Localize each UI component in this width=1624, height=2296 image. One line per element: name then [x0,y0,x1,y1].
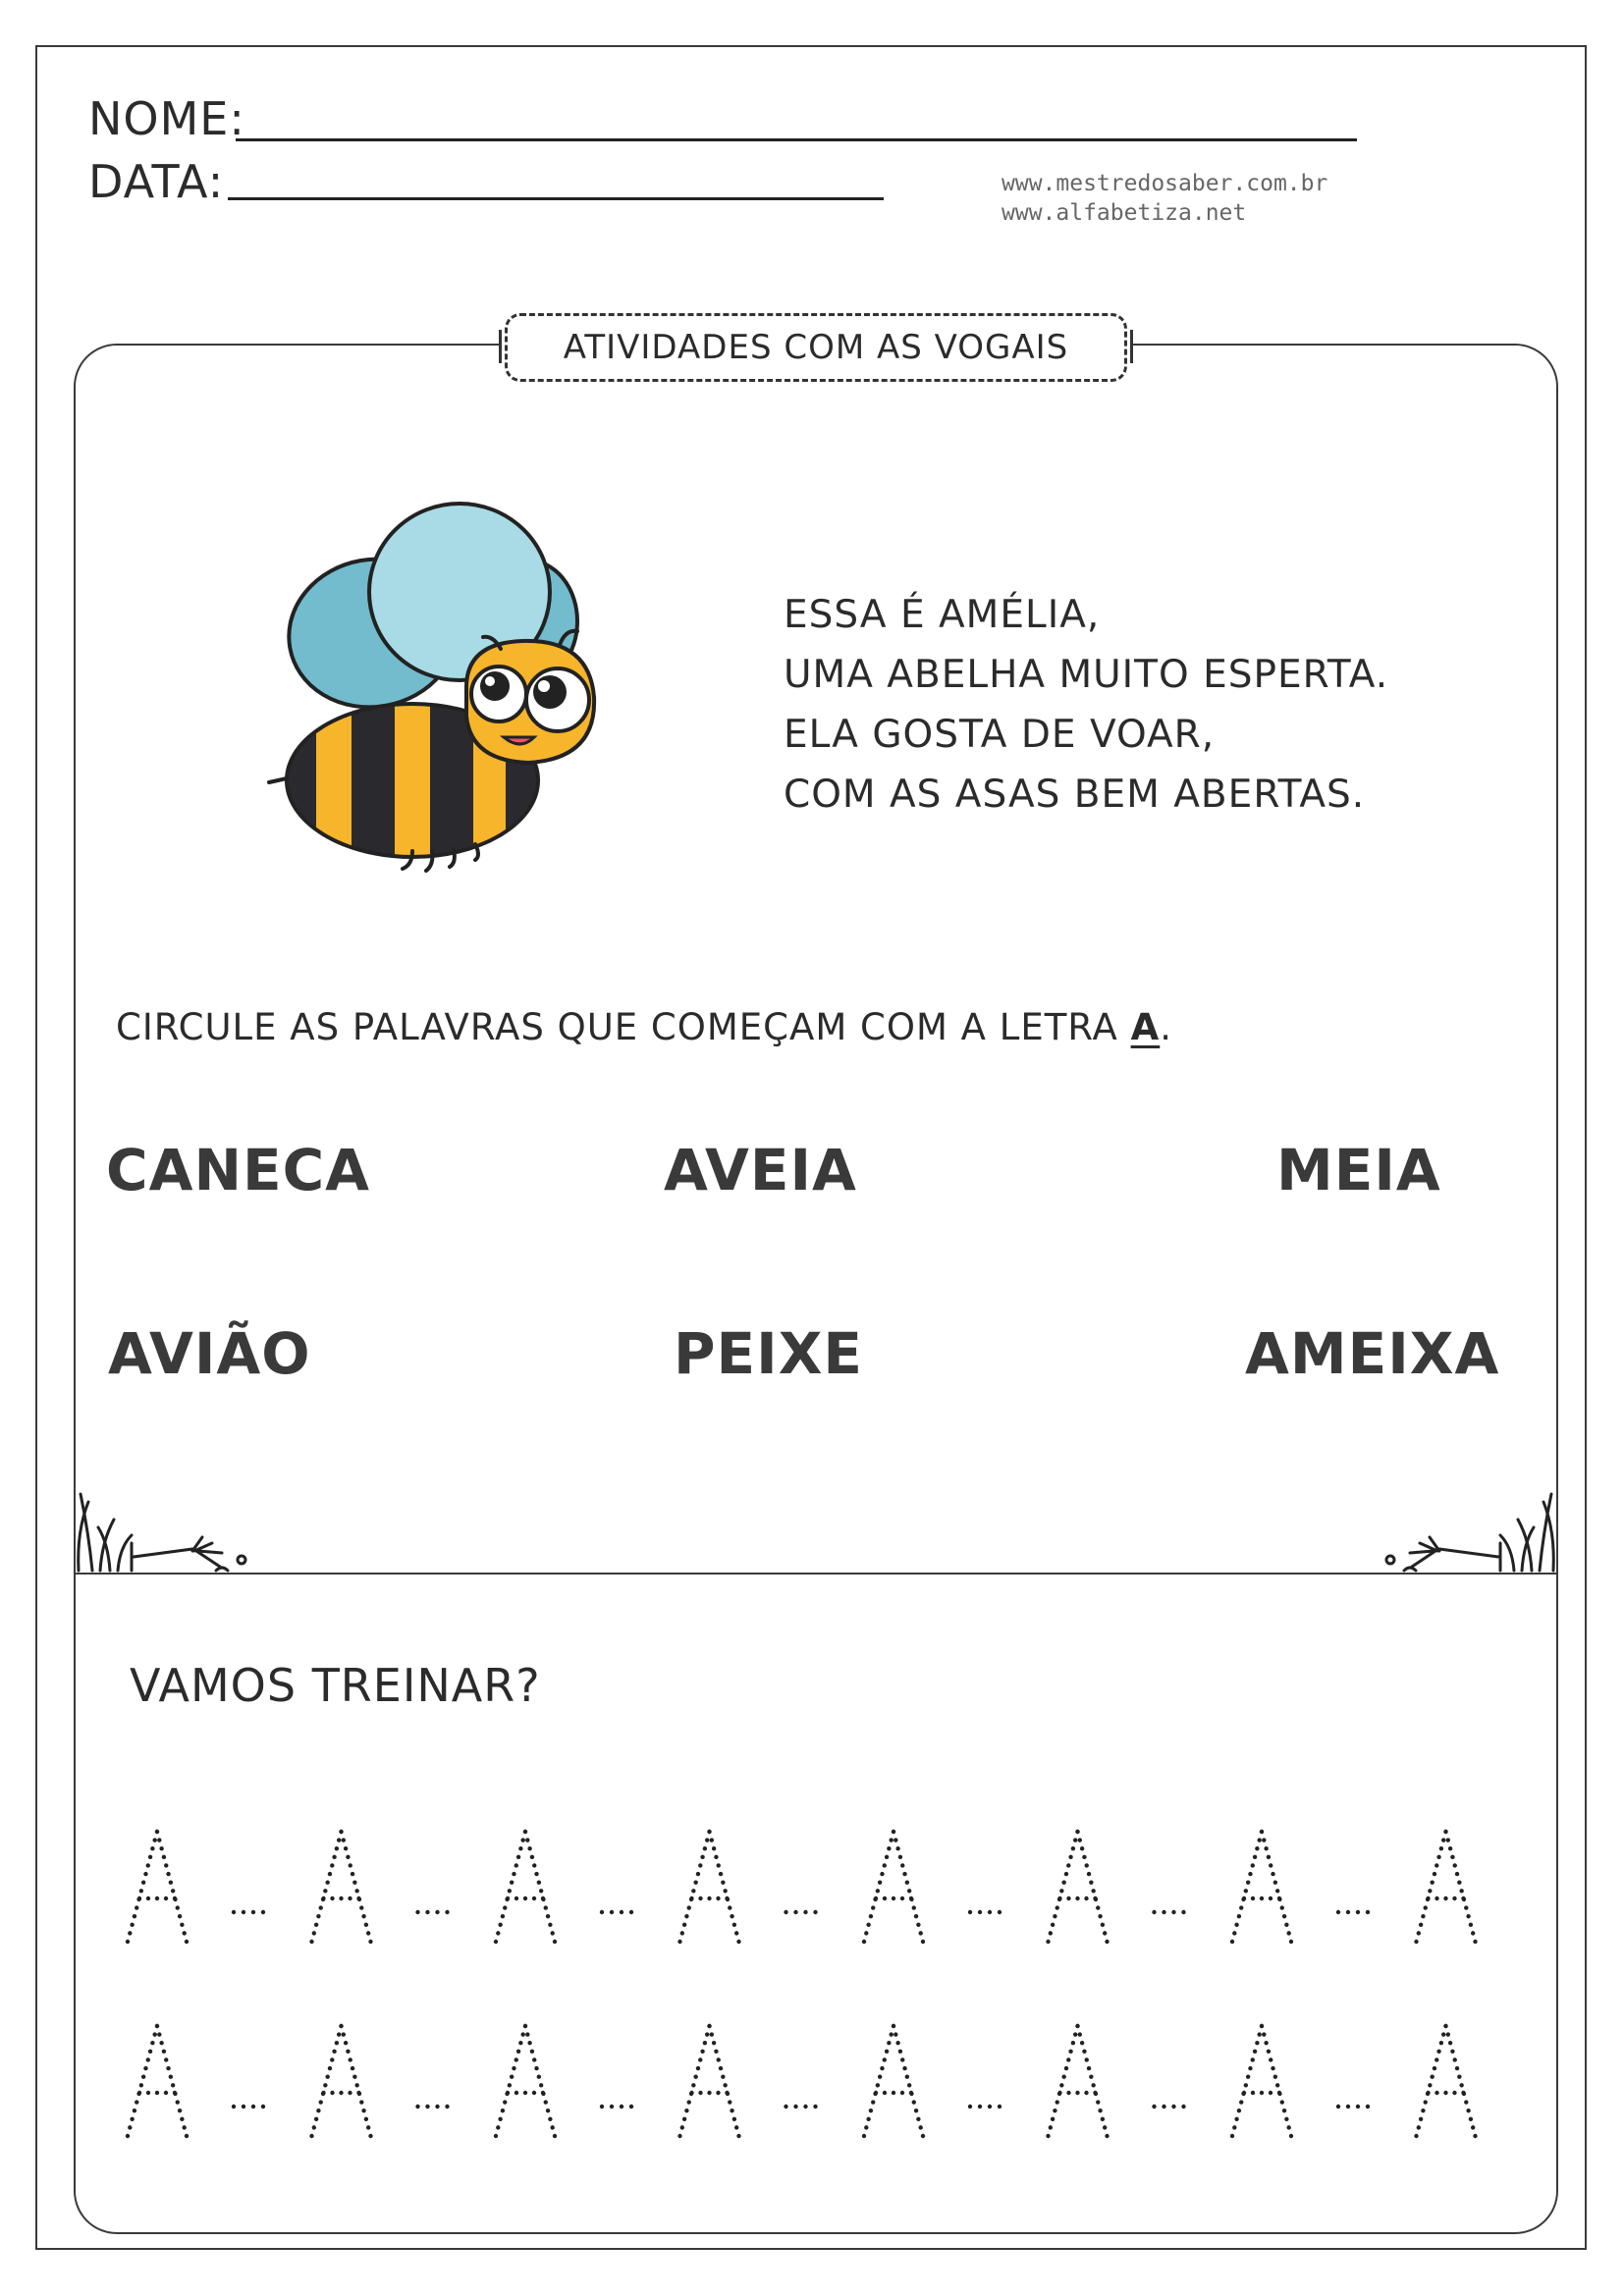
trace-separator [968,1910,1001,1914]
word-aveia[interactable]: AVEIA [664,1137,857,1203]
word-ameixa[interactable]: AMEIXA [1245,1320,1500,1387]
trace-separator [415,1910,449,1914]
word-meia[interactable]: MEIA [1276,1137,1441,1203]
instruction-letter: A [1130,1006,1161,1048]
poem-line: ESSA É AMÉLIA, [784,593,1101,637]
trace-letter-a[interactable] [677,2024,740,2138]
site-link-2: www.alfabetiza.net [1001,200,1247,226]
word-peixe[interactable]: PEIXE [674,1320,864,1387]
trace-separator [600,1910,633,1914]
instruction-end: . [1160,1006,1173,1048]
trace-letter-a[interactable] [677,1830,740,1944]
name-label: NOME: [88,92,245,145]
date-label: DATA: [88,155,225,208]
poem-line: ELA GOSTA DE VOAR, [784,713,1216,757]
trace-letter-a[interactable] [126,2024,189,2138]
trace-separator [232,1910,265,1914]
trace-separator [1152,1910,1185,1914]
trace-letter-a[interactable] [1046,1830,1109,1944]
trace-separator [968,2105,1001,2109]
trace-separator [1336,1910,1370,1914]
trace-letter-a[interactable] [1414,2024,1477,2138]
trace-letter-a[interactable] [126,1830,189,1944]
poem-line: COM AS ASAS BEM ABERTAS. [784,773,1366,817]
trace-letter-a[interactable] [862,2024,925,2138]
word-aviao[interactable]: AVIÃO [108,1320,311,1387]
practice-title: VAMOS TREINAR? [130,1659,541,1712]
trace-letter-a[interactable] [494,2024,557,2138]
word-caneca[interactable]: CANECA [106,1137,371,1203]
trace-letter-a[interactable] [1046,2024,1109,2138]
trace-letter-a[interactable] [309,2024,372,2138]
trace-letter-a[interactable] [1414,1830,1477,1944]
trace-separator [1152,2105,1185,2109]
trace-letter-a[interactable] [494,1830,557,1944]
trace-separator [600,2105,633,2109]
trace-separator [232,2105,265,2109]
site-link-1: www.mestredosaber.com.br [1001,171,1328,196]
trace-letter-a[interactable] [862,1830,925,1944]
poem-line: UMA ABELHA MUITO ESPERTA. [784,653,1389,697]
trace-letter-a[interactable] [309,1830,372,1944]
trace-letter-a[interactable] [1230,2024,1293,2138]
trace-separator [784,1910,817,1914]
instruction-text: CIRCULE AS PALAVRAS QUE COMEÇAM COM A LETRA [116,1006,1131,1048]
trace-separator [415,2105,449,2109]
trace-separator [784,2105,817,2109]
trace-separator [1336,2105,1370,2109]
page-title: ATIVIDADES COM AS VOGAIS [563,328,1069,367]
trace-letter-a[interactable] [1230,1830,1293,1944]
